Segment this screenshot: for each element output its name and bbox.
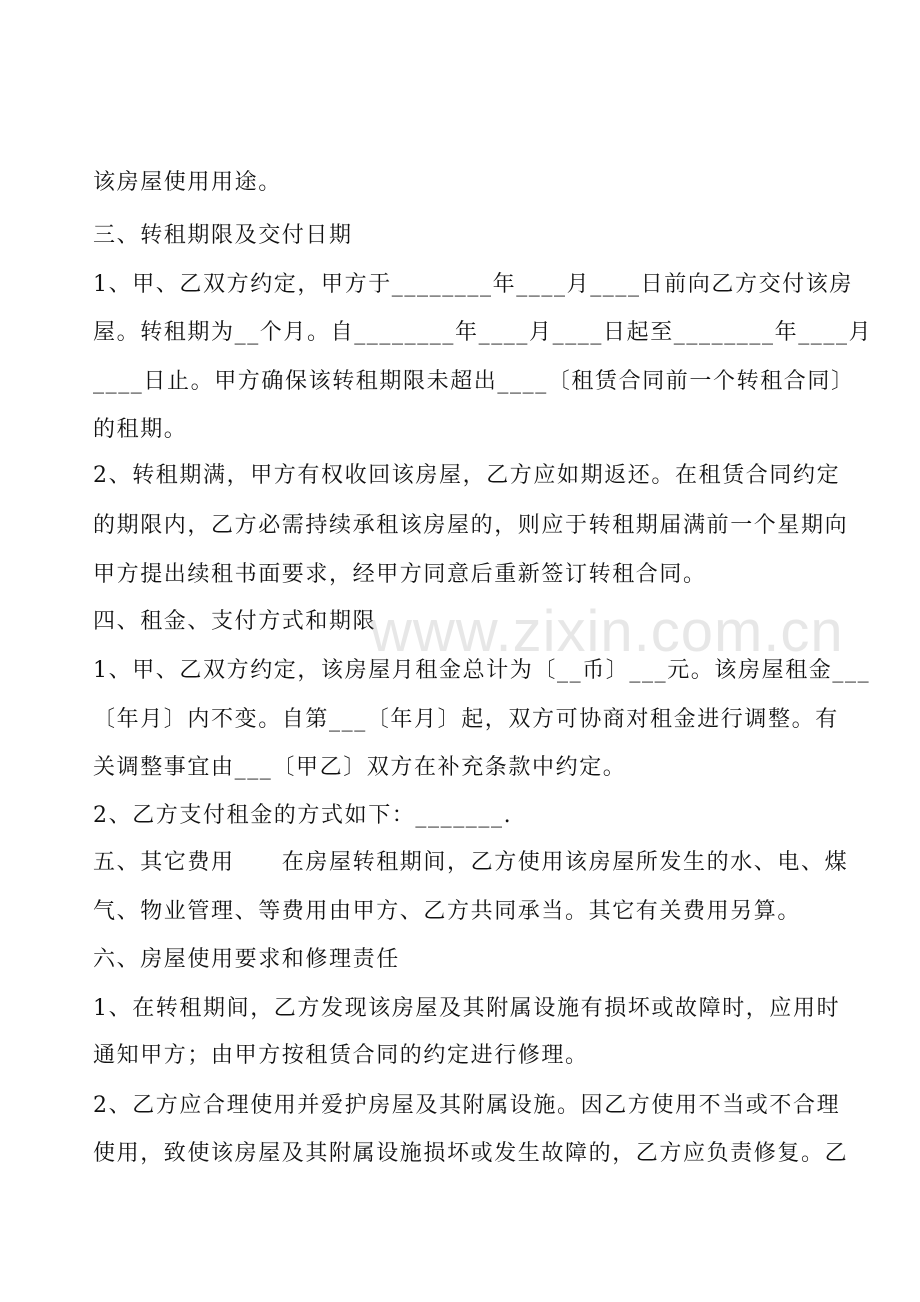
text-line: 2、转租期满，甲方有权收回该房屋，乙方应如期返还。在租赁合同约定 (93, 463, 841, 488)
text-line: 〔年月〕内不变。自第___〔年月〕起，双方可协商对租金进行调整。有 (93, 707, 839, 732)
text-line: 使用，致使该房屋及其附属设施损坏或发生故障的，乙方应负责修复。乙 (93, 1141, 849, 1166)
section-heading: 四、租金、支付方式和期限 (93, 609, 377, 634)
text-line: 通知甲方；由甲方按租赁合同的约定进行修理。 (93, 1043, 589, 1068)
text-line: 1、在转租期间，乙方发现该房屋及其附属设施有损坏或故障时，应用时 (93, 996, 841, 1021)
text-line: 甲方提出续租书面要求，经甲方同意后重新签订转租合同。 (93, 562, 707, 587)
text-line: 气、物业管理、等费用由甲方、乙方共同承当。其它有关费用另算。 (93, 899, 802, 924)
section-heading: 三、转租期限及交付日期 (93, 223, 353, 248)
text-line: 关调整事宜由___〔甲乙〕双方在补充条款中约定。 (93, 755, 627, 780)
text-line: 2、乙方应合理使用并爱护房屋及其附属设施。因乙方使用不当或不合理 (93, 1093, 841, 1118)
text-line: 1、甲、乙双方约定，该房屋月租金总计为〔__币〕___元。该房屋租金___ (93, 658, 871, 683)
section-heading: 六、房屋使用要求和修理责任 (93, 947, 400, 972)
text-line: ____日止。甲方确保该转租期限未超出____〔租赁合同前一个转租合同〕 (93, 369, 855, 394)
text-line: 屋。转租期为__个月。自________年____月____日起至________年____月 (93, 320, 873, 345)
text-line: 2、乙方支付租金的方式如下：_______. (93, 803, 513, 828)
watermark: www.zixin.com.cn (370, 599, 844, 664)
text-line: 1、甲、乙双方约定，甲方于________年____月____日前向乙方交付该房 (93, 272, 853, 297)
section-heading: 五、其它费用 在房屋转租期间，乙方使用该房屋所发生的水、电、煤 (93, 850, 849, 875)
text-line: 的租期。 (93, 417, 188, 442)
text-line: 该房屋使用用途。 (93, 170, 282, 195)
text-line: 的期限内，乙方必需持续承租该房屋的，则应于转租期届满前一个星期向 (93, 513, 849, 538)
